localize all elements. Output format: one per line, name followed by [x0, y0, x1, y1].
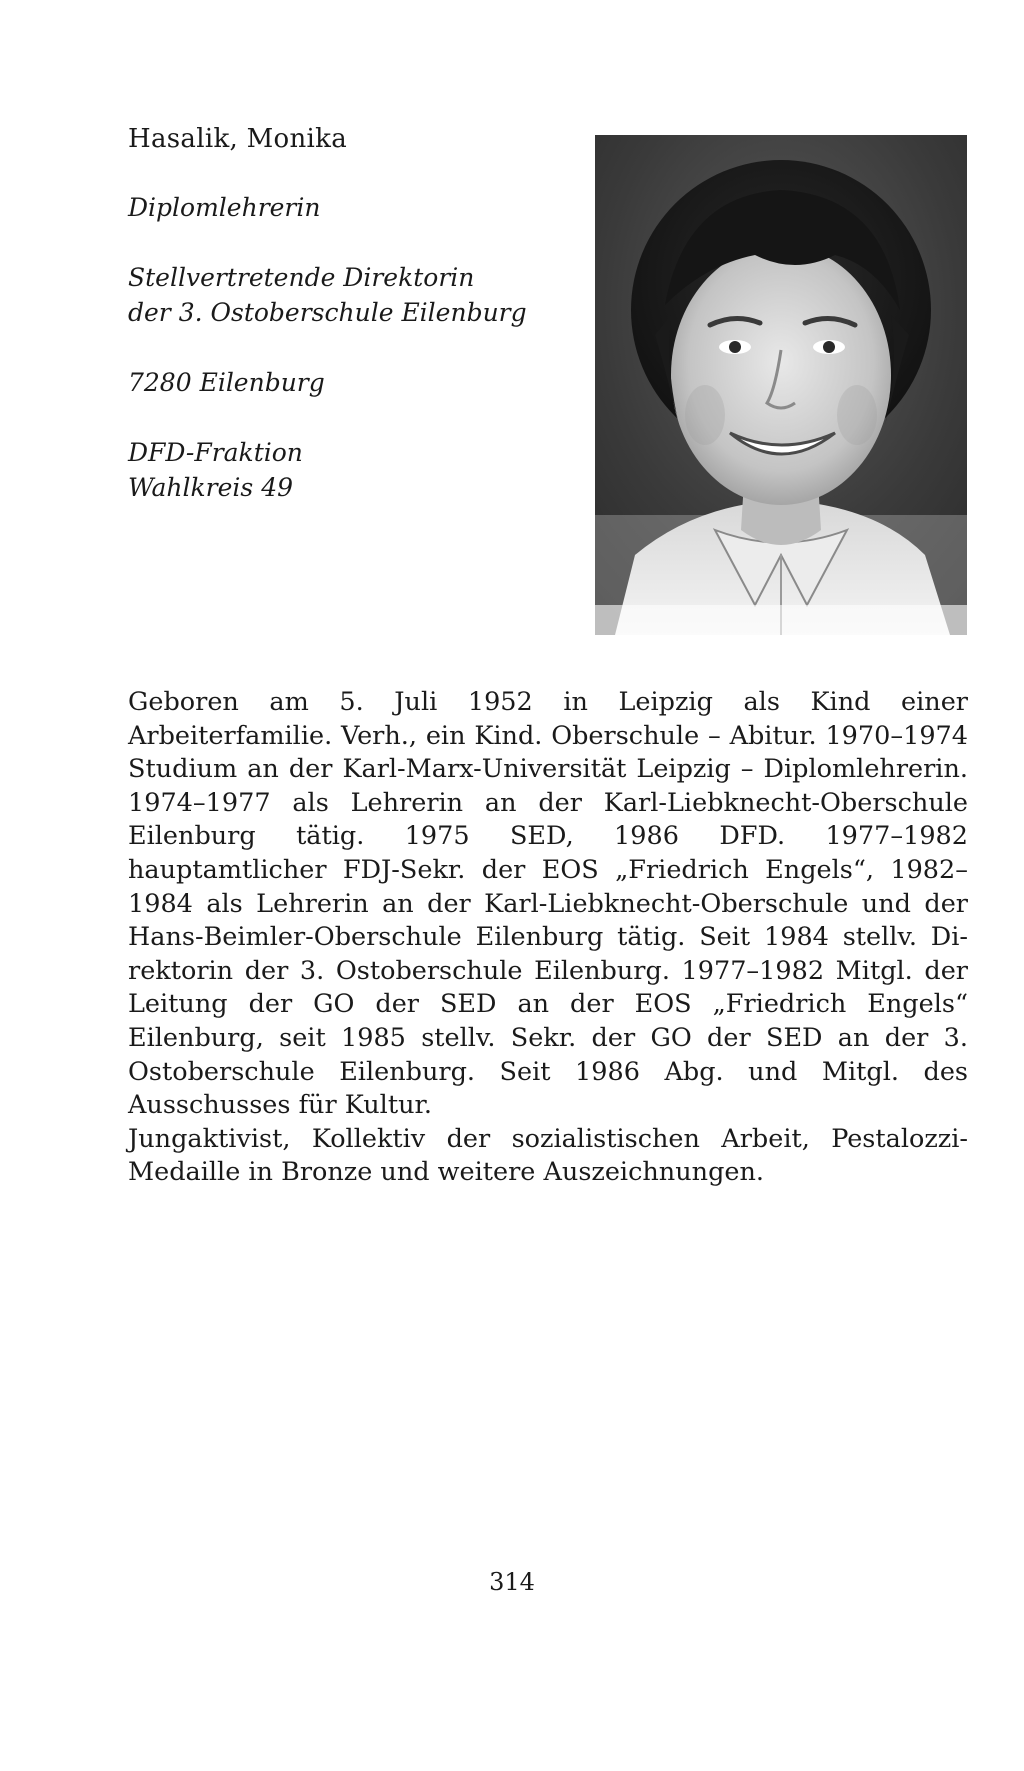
portrait-image: [595, 135, 967, 635]
person-info: [128, 190, 578, 540]
position-line-2: der 3. Ostoberschule Eilenburg: [128, 298, 527, 327]
biography-paragraph-2: Jungaktivist, Kollektiv der sozialistischen Arbeit, Pestalozzi-Medaille in Bronze und weitere Auszeichnungen.: [128, 1123, 968, 1188]
profession: Diplomlehrerin: [128, 193, 321, 222]
page-number: 314: [489, 1568, 535, 1596]
portrait-photo: [595, 135, 967, 635]
address: 7280 Eilenburg: [128, 368, 325, 397]
position-line-1: Stellvertretende Direktorin: [128, 263, 475, 292]
person-name: Hasalik, Monika: [128, 124, 348, 154]
constituency: Wahlkreis 49: [128, 473, 294, 502]
faction: DFD-Fraktion: [128, 438, 303, 467]
biography: [128, 686, 968, 1190]
biography-paragraph-1: Geboren am 5. Juli 1952 in Leipzig als Kind einer Arbeiterfamilie. Verh., ein Kind. Oberschule – Abitur. 1970–1974 Studium an der Karl-Marx-Universität Leipzig – Diplomlehrerin. 1974–1977 als Lehrerin an der Karl-Liebknecht-Oberschule Eilenburg tätig. 1975 SED, 1986 DFD. 1977–1982 hauptamtlicher FDJ-Sekr. der EOS „Friedrich Engels“, 1982–1984 als Lehrerin an der Karl-Liebknecht-Oberschule und der Hans-Beimler-Oberschule Eilenburg tätig. Seit 1984 stellv. Direktorin der 3. Ostoberschule Eilenburg. 1977–1982 Mitgl. der Leitung der GO der SED an der EOS „Friedrich Engels“ Eilenburg, seit 1985 stellv. Sekr. der GO der SED an der 3. Ostoberschule Eilenburg. Seit 1986 Abg. und Mitgl. des Ausschusses für Kultur.: [128, 687, 968, 1121]
